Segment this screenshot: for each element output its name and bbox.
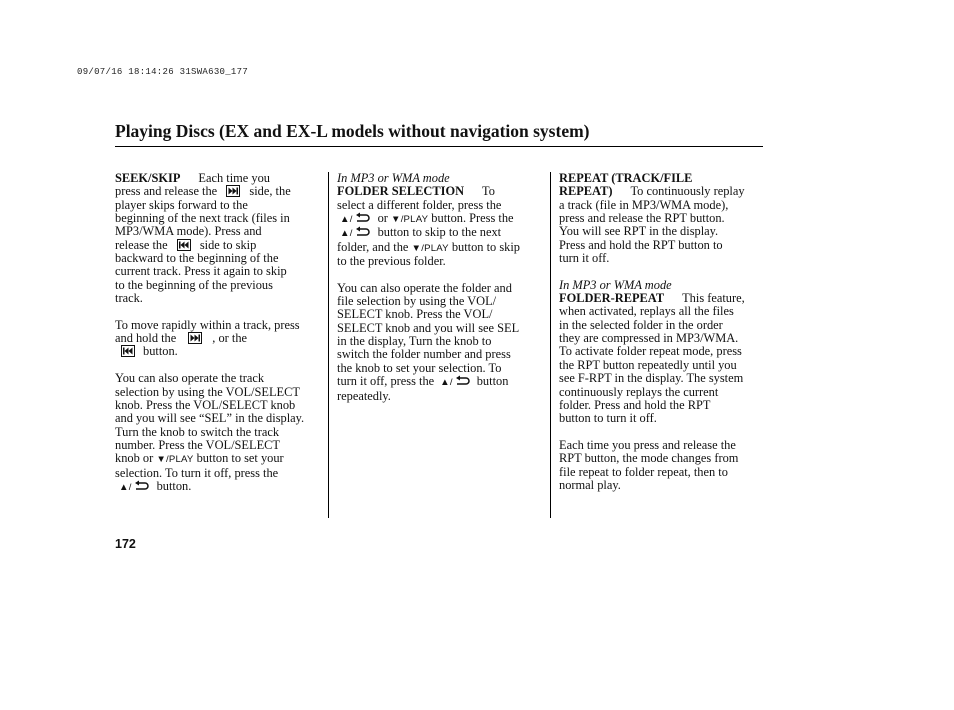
seek-skip-heading: SEEK/SKIP [115,171,181,185]
repeat-heading-cont: REPEAT) [559,184,613,199]
play-button-label: ▼/PLAY [411,242,449,254]
skip-forward-icon [226,185,240,197]
up-back-button-label: ▲/ [440,377,453,389]
column-divider [328,172,329,518]
page-title: Playing Discs (EX and EX-L models without navigation system) [115,121,590,141]
column-repeat: REPEAT (TRACK/FILE REPEAT) To continuously replay a track (file in MP3/WMA mode), press and release the RPT button. You will see RPT in the display. Press and hold the RPT button to turn it off. In MP3 or WMA mode FOLDER-REPEAT This feature, when activated, replays all the files in the selected folder in the order they are compressed in MP3/WMA. To activate folder repeat mode, press the RPT button repeatedly until you see F-RPT in the display. The system continuously replays the current folder. Press and hold the RPT button to turn it off. Each time you press and release the RPT button, the mode changes from file repeat to folder repeat, then to normal play. [559,172,769,492]
column-folder-selection: In MP3 or WMA mode FOLDER SELECTION To select a different folder, press the ▲/ or ▼/PLAY button. Press the ▲/ button to skip to the next folder, and the ▼/PLAY button to skip to the previous folder. You can also operate the folder and file selection by using the VOL/ SELECT knob. Press the VOL/ SELECT knob and you will see SEL in the display, Turn the knob to switch the folder number and press the knob to set your selection. To turn it off, press the ▲/ button repeatedly. [337,172,547,403]
print-stamp: 09/07/16 18:14:26 31SWA630_177 [77,67,249,77]
back-arrow-icon [354,226,370,238]
back-arrow-icon [454,375,470,387]
play-button-label: ▼/PLAY [391,214,429,226]
skip-back-icon [177,239,191,251]
back-arrow-icon [133,480,149,492]
page-number: 172 [115,537,136,551]
column-divider [550,172,551,518]
mode-label: In MP3 or WMA mode [337,171,450,185]
folder-repeat-heading: FOLDER-REPEAT [559,291,665,306]
folder-selection-heading: FOLDER SELECTION [337,184,465,199]
title-rule [115,146,763,147]
play-button-label: ▼/PLAY [156,454,194,466]
mode-label: In MP3 or WMA mode [559,277,672,292]
up-back-button-label: ▲/ [340,214,353,226]
skip-forward-icon [188,332,202,344]
column-seek-skip: SEEK/SKIP Each time you press and release the side, the player skips forward to the beginning of the next track (files in MP3/WMA mode). Press and release the side to skip backward to the beginning of the current track. Press it again to skip to the beginning of the previous track. To move rapidly within a track, press and hold the , or the button. You can also operate the track selection by using the VOL/SELECT knob. Press the VOL/SELECT knob and you will see “SEL” in the display. Turn the knob to switch the track number. Press the VOL/SELECT knob or ▼/PLAY button to set your selection. To turn it off, press the ▲/ button. [115,171,305,493]
up-back-button-label: ▲/ [340,228,353,240]
repeat-heading: REPEAT (TRACK/FILE [559,171,693,185]
up-back-button-label: ▲/ [119,481,132,493]
skip-back-icon [121,345,135,357]
back-arrow-icon [354,212,370,224]
